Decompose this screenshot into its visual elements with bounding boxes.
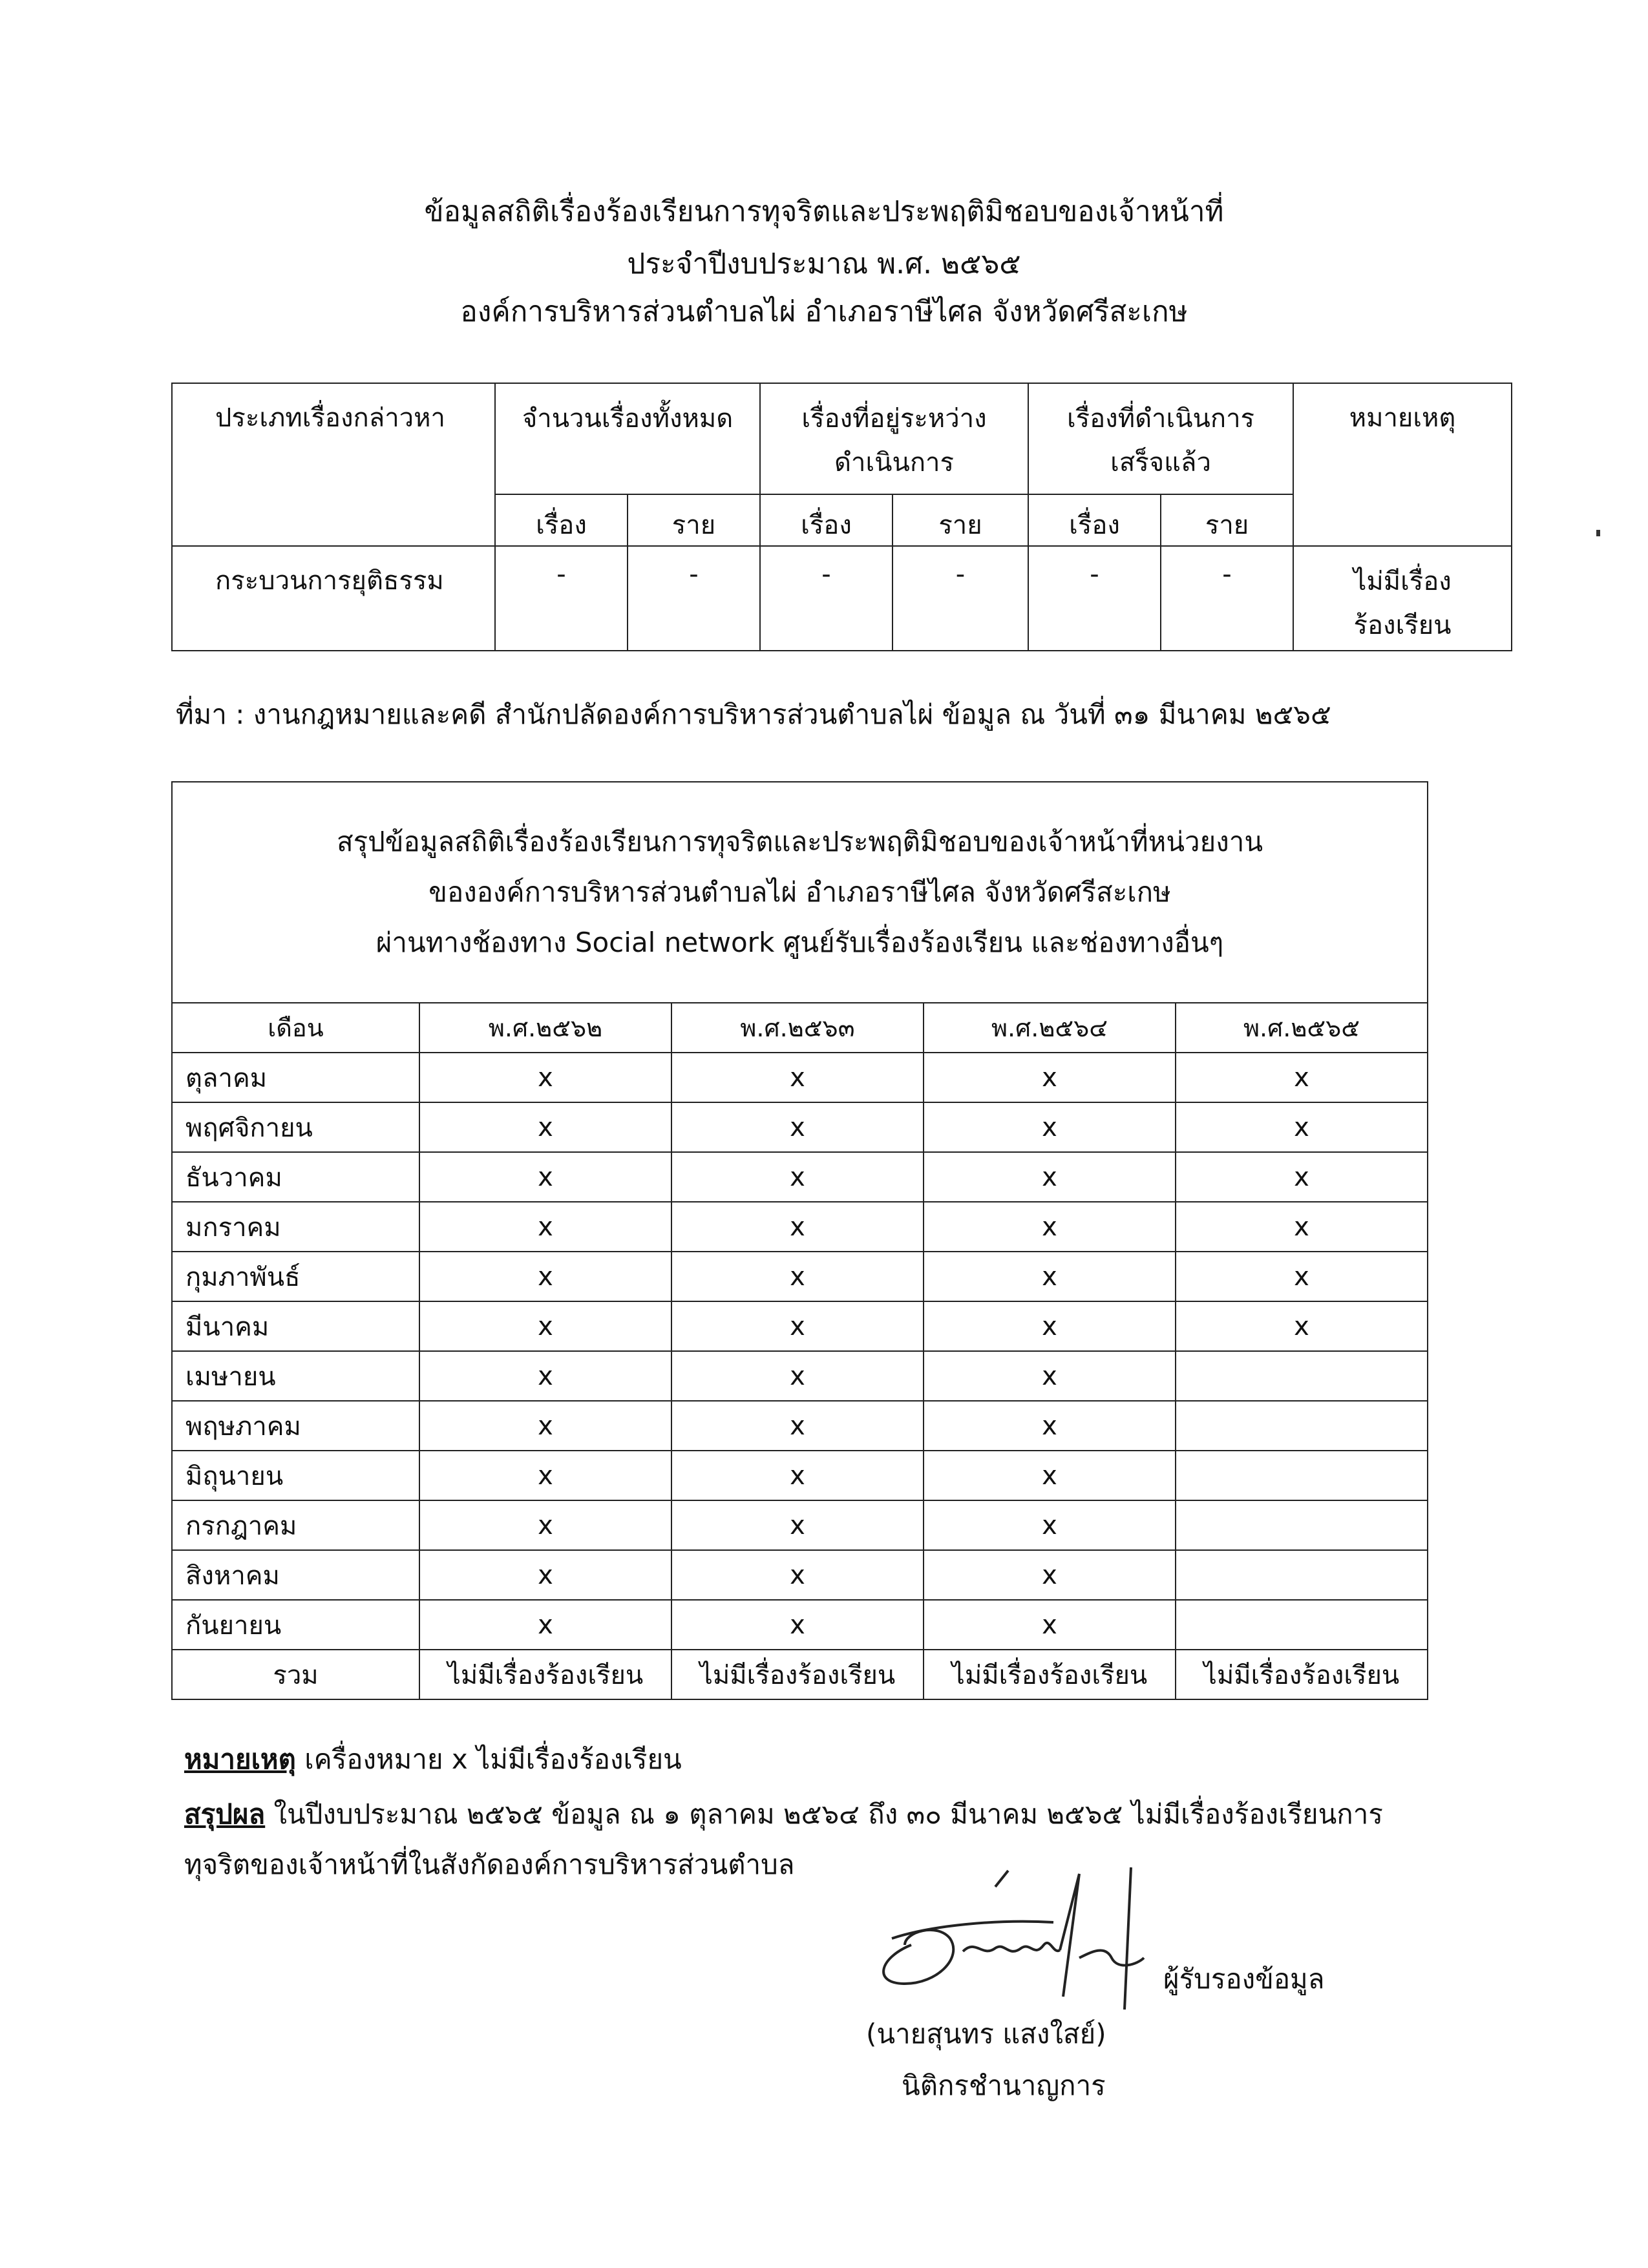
- mark-cell: x: [419, 1301, 671, 1351]
- certifier-label: ผู้รับรองข้อมูล: [1163, 1963, 1325, 1995]
- summary-caption-line1: สรุปข้อมูลสถิติเรื่องร้องเรียนการทุจริตและประพฤติมิชอบของเจ้าหน้าที่หน่วยงาน: [336, 826, 1263, 858]
- mark-cell: x: [671, 1202, 924, 1252]
- col-header-year: พ.ศ.๒๕๖๕: [1176, 1003, 1428, 1053]
- sub-header-person: ราย: [893, 494, 1028, 546]
- table-row: [172, 1102, 1428, 1152]
- table-row: [172, 1152, 1428, 1202]
- month-cell: เมษายน: [172, 1351, 419, 1401]
- signer-position: นิติกรชำนาญการ: [902, 2070, 1106, 2101]
- mark-cell: x: [1176, 1152, 1428, 1202]
- month-cell: มิถุนายน: [172, 1451, 419, 1500]
- mark-cell: x: [924, 1301, 1176, 1351]
- total-cell: ไม่มีเรื่องร้องเรียน: [671, 1650, 924, 1699]
- col-header-pending: [760, 383, 1028, 494]
- table-row: [172, 1451, 1428, 1500]
- mark-cell: x: [671, 1102, 924, 1152]
- mark-cell: x: [1176, 1252, 1428, 1301]
- doc-title-line-2: ประจำปีงบประมาณ พ.ศ. ๒๕๖๕: [627, 247, 1021, 280]
- mark-cell: x: [671, 1351, 924, 1401]
- table-row: [172, 1401, 1428, 1451]
- remark-summary-line2: ทุจริตของเจ้าหน้าที่ในสังกัดองค์การบริหารส่วนตำบล: [184, 1849, 795, 1880]
- mark-cell: x: [924, 1401, 1176, 1451]
- cell-note-line2: ร้องเรียน: [1353, 611, 1452, 640]
- mark-cell: [1176, 1451, 1428, 1500]
- mark-cell: x: [924, 1500, 1176, 1550]
- sub-header-matter: เรื่อง: [1028, 494, 1161, 546]
- cell-done-matter: -: [1028, 546, 1161, 651]
- doc-title-line-3: องค์การบริหารส่วนตำบลไผ่ อำเภอราษีไศล จังหวัดศรีสะเกษ: [460, 295, 1188, 328]
- mark-cell: x: [671, 1252, 924, 1301]
- table-row: [172, 1500, 1428, 1550]
- sub-header-matter: เรื่อง: [760, 494, 893, 546]
- mark-cell: x: [924, 1202, 1176, 1252]
- col-header-type: ประเภทเรื่องกล่าวหา: [172, 383, 495, 546]
- mark-cell: x: [671, 1053, 924, 1102]
- month-cell: ธันวาคม: [172, 1152, 419, 1202]
- total-label: รวม: [172, 1650, 419, 1699]
- mark-cell: x: [924, 1102, 1176, 1152]
- col-header-note: หมายเหตุ: [1293, 383, 1512, 546]
- doc-title-line-1: ข้อมูลสถิติเรื่องร้องเรียนการทุจริตและประพฤติมิชอบของเจ้าหน้าที่: [424, 195, 1224, 228]
- col-header-pending-line1: เรื่องที่อยู่ระหว่าง: [801, 404, 987, 434]
- mark-cell: x: [419, 1102, 671, 1152]
- remark-note-text: เครื่องหมาย x ไม่มีเรื่องร้องเรียน: [295, 1743, 682, 1775]
- month-cell: มีนาคม: [172, 1301, 419, 1351]
- month-cell: กันยายน: [172, 1600, 419, 1650]
- mark-cell: x: [419, 1252, 671, 1301]
- col-header-year: พ.ศ.๒๕๖๓: [671, 1003, 924, 1053]
- mark-cell: x: [924, 1152, 1176, 1202]
- mark-cell: x: [671, 1451, 924, 1500]
- table-row: [172, 1301, 1428, 1351]
- cell-total-person: -: [628, 546, 760, 651]
- mark-cell: x: [924, 1351, 1176, 1401]
- mark-cell: [1176, 1500, 1428, 1550]
- source-line: ที่มา : งานกฎหมายและคดี สำนักปลัดองค์การบริหารส่วนตำบลไผ่ ข้อมูล ณ วันที่ ๓๑ มีนาคม ๒๕๖๕: [176, 698, 1331, 730]
- col-header-year: พ.ศ.๒๕๖๒: [419, 1003, 671, 1053]
- mark-cell: x: [1176, 1301, 1428, 1351]
- month-cell: สิงหาคม: [172, 1550, 419, 1600]
- month-cell: พฤศจิกายน: [172, 1102, 419, 1152]
- table-row: [172, 1550, 1428, 1600]
- signature-image: [866, 1861, 1163, 2010]
- table-row: [172, 1202, 1428, 1252]
- sub-header-person: ราย: [628, 494, 760, 546]
- col-header-year: พ.ศ.๒๕๖๔: [924, 1003, 1176, 1053]
- mark-cell: x: [419, 1351, 671, 1401]
- remark-note: [184, 1738, 682, 1781]
- mark-cell: [1176, 1550, 1428, 1600]
- summary-caption: [172, 782, 1428, 1003]
- mark-cell: x: [1176, 1102, 1428, 1152]
- mark-cell: x: [671, 1152, 924, 1202]
- cell-pending-person: -: [893, 546, 1028, 651]
- scan-speck: [1596, 530, 1600, 536]
- mark-cell: x: [671, 1301, 924, 1351]
- cell-done-person: -: [1161, 546, 1293, 651]
- remark-summary-label: สรุปผล: [184, 1798, 266, 1830]
- mark-cell: x: [419, 1053, 671, 1102]
- month-cell: กุมภาพันธ์: [172, 1252, 419, 1301]
- mark-cell: x: [419, 1152, 671, 1202]
- mark-cell: x: [924, 1252, 1176, 1301]
- mark-cell: x: [419, 1202, 671, 1252]
- row-type: กระบวนการยุติธรรม: [172, 546, 495, 651]
- mark-cell: [1176, 1600, 1428, 1650]
- summary-caption-line3: ผ่านทางช้องทาง Social network ศูนย์รับเรื่องร้องเรียน และช่องทางอื่นๆ: [375, 926, 1224, 958]
- table-row: [172, 1252, 1428, 1301]
- month-cell: กรกฎาคม: [172, 1500, 419, 1550]
- mark-cell: [1176, 1401, 1428, 1451]
- mark-cell: x: [1176, 1202, 1428, 1252]
- mark-cell: x: [671, 1600, 924, 1650]
- mark-cell: x: [419, 1550, 671, 1600]
- signer-name: (นายสุนทร แสงใสย์): [866, 2018, 1106, 2050]
- cell-total-matter: -: [495, 546, 628, 651]
- complaint-type-table: [171, 383, 1512, 651]
- remark-summary-text: ในปีงบประมาณ ๒๕๖๕ ข้อมูล ณ ๑ ตุลาคม ๒๕๖๔ ถึง ๓๐ มีนาคม ๒๕๖๕ ไม่มีเรื่องร้องเรียนการ: [265, 1798, 1383, 1830]
- cell-note-line1: ไม่มีเรื่อง: [1353, 567, 1452, 596]
- mark-cell: x: [1176, 1053, 1428, 1102]
- cell-note: [1293, 546, 1512, 651]
- total-cell: ไม่มีเรื่องร้องเรียน: [1176, 1650, 1428, 1699]
- mark-cell: x: [419, 1600, 671, 1650]
- cell-pending-matter: -: [760, 546, 893, 651]
- year-header-row: [172, 1003, 1428, 1053]
- col-header-done: [1028, 383, 1293, 494]
- col-header-total: จำนวนเรื่องทั้งหมด: [495, 383, 760, 494]
- mark-cell: x: [419, 1451, 671, 1500]
- mark-cell: x: [924, 1600, 1176, 1650]
- mark-cell: x: [419, 1500, 671, 1550]
- col-header-done-line2: เสร็จแล้ว: [1110, 448, 1211, 478]
- table-row: [172, 1351, 1428, 1401]
- total-row: [172, 1650, 1428, 1699]
- mark-cell: [1176, 1351, 1428, 1401]
- mark-cell: x: [924, 1550, 1176, 1600]
- mark-cell: x: [419, 1401, 671, 1451]
- col-header-done-line1: เรื่องที่ดำเนินการ: [1067, 404, 1255, 434]
- sub-header-person: ราย: [1161, 494, 1293, 546]
- table-row: [172, 546, 1512, 651]
- month-cell: มกราคม: [172, 1202, 419, 1252]
- mark-cell: x: [671, 1550, 924, 1600]
- mark-cell: x: [671, 1500, 924, 1550]
- month-cell: ตุลาคม: [172, 1053, 419, 1102]
- mark-cell: x: [671, 1401, 924, 1451]
- mark-cell: x: [924, 1451, 1176, 1500]
- remark-summary: [184, 1793, 1383, 1836]
- total-cell: ไม่มีเรื่องร้องเรียน: [924, 1650, 1176, 1699]
- remark-note-label: หมายเหตุ: [184, 1743, 296, 1775]
- table-row: [172, 1053, 1428, 1102]
- total-cell: ไม่มีเรื่องร้องเรียน: [419, 1650, 671, 1699]
- summary-caption-line2: ขององค์การบริหารส่วนตำบลไผ่ อำเภอราษีไศล จังหวัดศรีสะเกษ: [428, 876, 1171, 908]
- mark-cell: x: [924, 1053, 1176, 1102]
- col-header-month: เดือน: [172, 1003, 419, 1053]
- table-row: [172, 1600, 1428, 1650]
- col-header-pending-line2: ดำเนินการ: [834, 448, 954, 478]
- monthly-summary-table: [171, 781, 1428, 1700]
- month-cell: พฤษภาคม: [172, 1401, 419, 1451]
- sub-header-matter: เรื่อง: [495, 494, 628, 546]
